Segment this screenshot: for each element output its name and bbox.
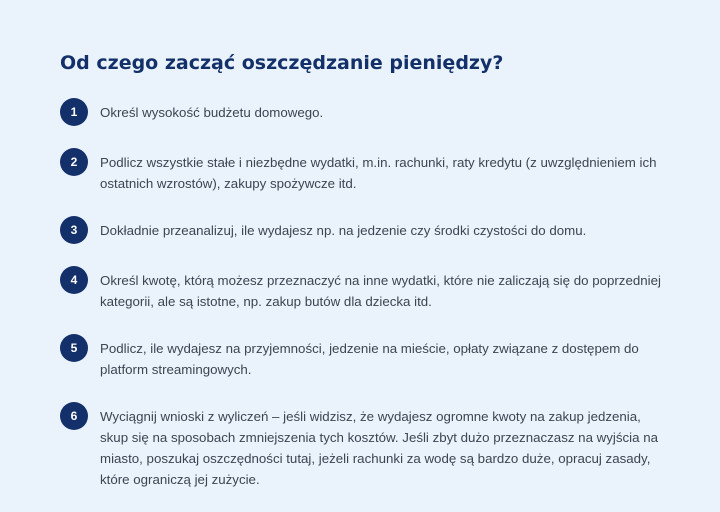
step-text: Dokładnie przeanalizuj, ile wydajesz np. na jedzenie czy środki czystości do domu.	[100, 223, 587, 238]
list-item-step-1	[60, 98, 665, 126]
step-text: Określ wysokość budżetu domowego.	[100, 105, 324, 120]
list-item-step-4	[60, 266, 665, 312]
step-text: Podlicz wszystkie stałe i niezbędne wydatki, m.in. rachunki, raty kredytu (z uwzględnieniem ich ostatnich wzrostów), zakupy spożywcze itd.	[100, 155, 657, 191]
step-number-badge: 5	[60, 334, 88, 362]
list-item-step-2	[60, 148, 665, 194]
step-number-badge: 6	[60, 402, 88, 430]
steps-list	[60, 98, 665, 512]
step-text: Wyciągnij wnioski z wyliczeń – jeśli widzisz, że wydajesz ogromne kwoty na zakup jedzenia, skup się na sposobach zmniejszenia tych kosztów. Jeśli zbyt dużo przeznaczasz na wyjścia na miasto, poszukaj oszczędności tutaj, jeżeli rachunki za wodę są bardzo duże, opracuj zasady, które ograniczą jej zużycie.	[100, 409, 659, 487]
step-number-badge: 2	[60, 148, 88, 176]
list-item-step-5	[60, 334, 665, 380]
list-item-step-6	[60, 402, 665, 490]
step-number-badge: 4	[60, 266, 88, 294]
step-text: Podlicz, ile wydajesz na przyjemności, jedzenie na mieście, opłaty związane z dostępem do platform streamingowych.	[100, 341, 639, 377]
page-title: Od czego zacząć oszczędzanie pieniędzy?	[60, 52, 504, 74]
step-number-badge: 1	[60, 98, 88, 126]
list-item-step-3	[60, 216, 665, 244]
step-text: Określ kwotę, którą możesz przeznaczyć na inne wydatki, które nie zaliczają się do poprzedniej kategorii, ale są istotne, np. zakup butów dla dziecka itd.	[100, 273, 661, 309]
step-number-badge: 3	[60, 216, 88, 244]
